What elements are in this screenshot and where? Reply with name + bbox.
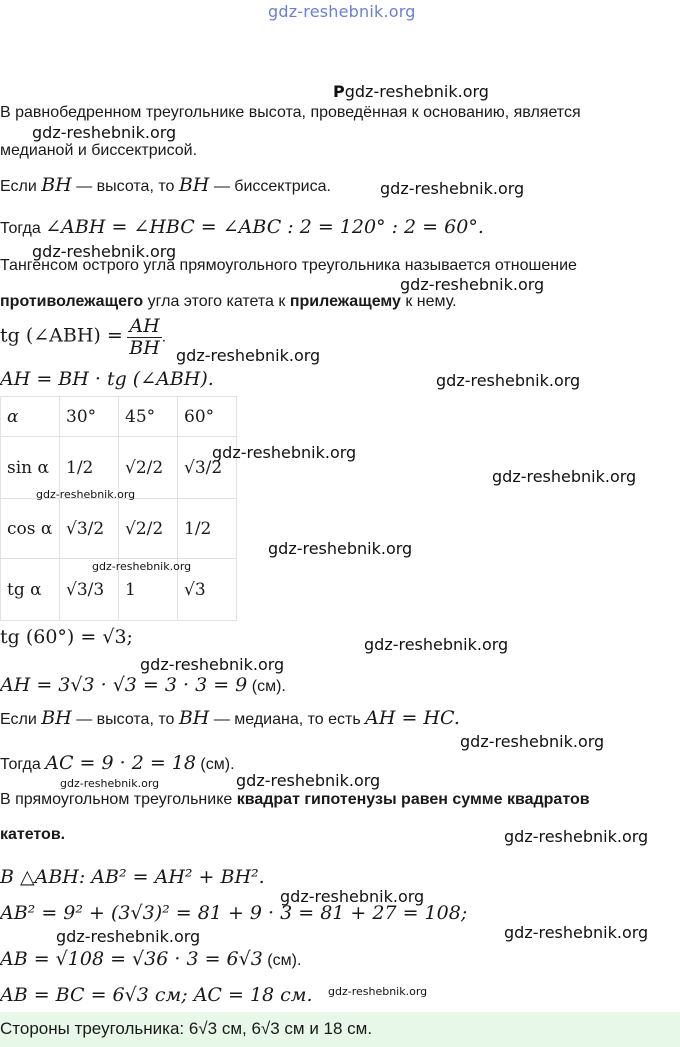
unit: (см). xyxy=(200,756,235,773)
unit: (см). xyxy=(251,678,286,695)
text-line xyxy=(0,826,65,844)
watermark: gdz-reshebnik.org xyxy=(328,985,428,998)
watermark: gdz-reshebnik.org xyxy=(492,467,637,486)
trig-table xyxy=(0,396,237,621)
watermark: gdz-reshebnik.org xyxy=(364,635,509,654)
text-line xyxy=(0,791,590,809)
text-line: Тангенсом острого угла прямоугольного треугольника называется отношение xyxy=(0,257,577,274)
formula-pythagoras: В △ABH: AB² = AH² + BH². xyxy=(0,866,265,888)
table-cell: 45° xyxy=(119,397,178,437)
formula-sides: AB = BC = 6√3 см; AC = 18 см. xyxy=(0,984,313,1006)
watermark: gdz-reshebnik.org xyxy=(60,777,160,790)
text: — биссектриса. xyxy=(213,178,331,195)
text-line xyxy=(0,174,331,196)
math: ∠ABH = ∠HBC = ∠ABC : 2 = 120° : 2 = 60°. xyxy=(45,216,484,238)
watermark: gdz-reshebnik.org xyxy=(92,560,192,573)
table-cell: √3 xyxy=(178,559,237,621)
text: угла этого катета к xyxy=(143,293,290,310)
denominator: BH xyxy=(129,336,160,359)
table-cell: √3/3 xyxy=(60,559,119,621)
text-line xyxy=(0,752,235,774)
table-cell: cos α xyxy=(1,499,60,559)
formula-tg60: tg (60°) = √3; xyxy=(0,626,133,648)
bold-text: прилежащему xyxy=(289,293,401,310)
math: tg (∠ABH) = xyxy=(0,324,123,347)
watermark: gdz-reshebnik.org xyxy=(36,488,136,501)
watermark: gdz-reshebnik.org xyxy=(436,371,581,390)
watermark: gdz-reshebnik.org xyxy=(268,539,413,558)
math: BH xyxy=(41,174,72,196)
fraction xyxy=(127,316,162,359)
watermark: gdz-reshebnik.org xyxy=(380,179,525,198)
title-letter: Р xyxy=(333,82,345,101)
text: Тогда xyxy=(0,756,41,773)
answer-box xyxy=(0,1012,680,1047)
text: Тогда xyxy=(0,220,41,237)
math: BH xyxy=(178,174,210,196)
table-cell: √2/2 xyxy=(119,499,178,559)
formula-ah: AH = BH · tg (∠ABH). xyxy=(0,368,214,390)
math: BH xyxy=(178,707,210,729)
watermark: gdz-reshebnik.org xyxy=(460,732,605,751)
table-cell: 1/2 xyxy=(178,499,237,559)
formula-ab2: AB² = 9² + (3√3)² = 81 + 9 · 3 = 81 + 27 = 108; xyxy=(0,902,468,924)
math: BH xyxy=(41,707,72,729)
watermark: gdz-reshebnik.org xyxy=(280,887,425,906)
watermark: gdz-reshebnik.org xyxy=(236,771,381,790)
math: AB = √108 = √36 · 3 = 6√3 xyxy=(0,948,263,970)
table-cell: 1/2 xyxy=(60,437,119,499)
bold-text: противолежащего xyxy=(0,293,144,310)
table-cell: α xyxy=(1,397,60,437)
text: — высота, то xyxy=(76,178,175,195)
text-line: медианой и биссектрисой. xyxy=(0,142,198,159)
table-cell: √2/2 xyxy=(119,437,178,499)
table-cell: √3/2 xyxy=(60,499,119,559)
watermark: gdz-reshebnik.org xyxy=(176,346,321,365)
watermark-title xyxy=(333,82,489,101)
table-cell: 30° xyxy=(60,397,119,437)
watermark: gdz-reshebnik.org xyxy=(344,82,489,101)
watermark: gdz-reshebnik.org xyxy=(32,123,177,142)
text-line xyxy=(0,707,460,729)
watermark: gdz-reshebnik.org xyxy=(56,927,201,946)
math: AH = 3√3 · √3 = 3 · 3 = 9 xyxy=(0,674,248,696)
table-cell: 1 xyxy=(119,559,178,621)
unit: (см). xyxy=(267,952,302,969)
text-line: В равнобедренном треугольнике высота, проведённая к основанию, является xyxy=(0,104,581,121)
watermark: gdz-reshebnik.org xyxy=(400,275,545,294)
table-cell: √3/2 xyxy=(178,437,237,499)
watermark: gdz-reshebnik.org xyxy=(212,443,357,462)
table-header-row xyxy=(1,397,237,437)
text-line xyxy=(0,293,457,311)
text: В прямоугольном треугольнике xyxy=(0,791,237,808)
formula-tg: tg (∠ABH) = $\frac{AH}{BH}$ . xyxy=(0,315,167,359)
watermark: gdz-reshebnik.org xyxy=(504,923,649,942)
table-cell: sin α xyxy=(1,437,60,499)
formula-ah-calc xyxy=(0,674,286,696)
answer-text: Стороны треугольника: 6√3 см, 6√3 см и 18 см. xyxy=(0,1019,373,1038)
watermark: gdz-reshebnik.org xyxy=(140,655,285,674)
table-row xyxy=(1,499,237,559)
text: — высота, то xyxy=(76,711,175,728)
table-cell: tg α xyxy=(1,559,60,621)
math: AC = 9 · 2 = 18 xyxy=(45,752,196,774)
text: к нему. xyxy=(400,293,457,310)
text: Если xyxy=(0,711,37,728)
text: Если xyxy=(0,178,37,195)
watermark-top: gdz-reshebnik.org xyxy=(268,2,416,21)
watermark: gdz-reshebnik.org xyxy=(504,827,649,846)
watermark: gdz-reshebnik.org xyxy=(32,242,177,261)
bold-text: катетов. xyxy=(0,826,66,843)
table-cell: 60° xyxy=(178,397,237,437)
text: — медиана, то есть xyxy=(213,711,361,728)
formula-ab xyxy=(0,948,301,970)
bold-text: квадрат гипотенузы равен сумме квадратов xyxy=(236,791,590,808)
math: AH = HC. xyxy=(365,707,460,729)
numerator: AH xyxy=(127,316,162,338)
text-line xyxy=(0,216,484,238)
